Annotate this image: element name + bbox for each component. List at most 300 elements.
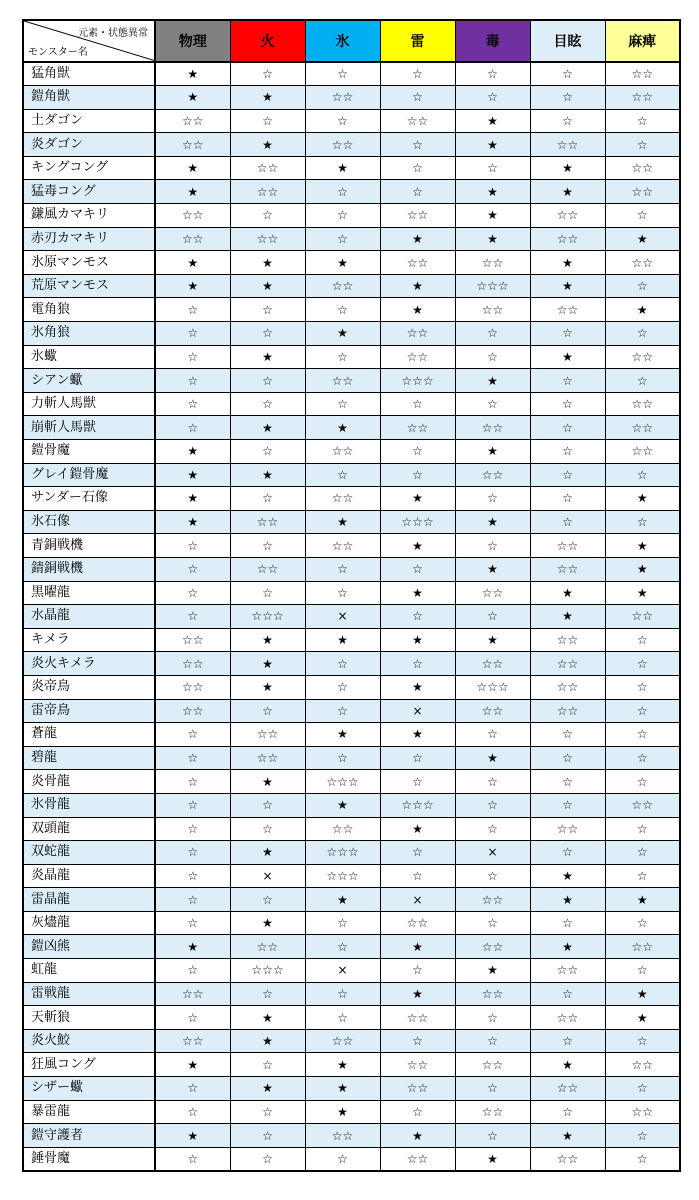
monster-name-cell: 鎌風カマキリ (23, 204, 155, 228)
rating-cell-poison: ☆ (455, 1077, 530, 1101)
monster-name-cell: 鎧骨魔 (23, 440, 155, 464)
rating-cell-physical: ☆☆ (155, 109, 230, 133)
rating-cell-thunder: × (380, 699, 455, 723)
monster-name-cell: 碧龍 (23, 746, 155, 770)
rating-cell-thunder: ☆ (380, 440, 455, 464)
rating-cell-thunder: ☆ (380, 864, 455, 888)
rating-cell-poison: ☆☆ (455, 416, 530, 440)
rating-cell-thunder: ☆ (380, 62, 455, 86)
rating-cell-ice: ★ (305, 1053, 380, 1077)
rating-cell-ice: ☆ (305, 982, 380, 1006)
rating-cell-paralysis: ☆ (605, 369, 680, 393)
monster-name-cell: 鎧守護者 (23, 1124, 155, 1148)
rating-cell-thunder: ☆☆☆ (380, 793, 455, 817)
rating-cell-ice: ☆☆☆ (305, 770, 380, 794)
rating-cell-dizziness: ☆ (530, 109, 605, 133)
rating-cell-physical: ☆ (155, 581, 230, 605)
rating-cell-thunder: ☆ (380, 605, 455, 629)
rating-cell-poison: ☆☆ (455, 298, 530, 322)
rating-cell-thunder: ★ (380, 675, 455, 699)
rating-cell-paralysis: ☆ (605, 911, 680, 935)
rating-cell-poison: ☆ (455, 1006, 530, 1030)
table-row (23, 133, 680, 157)
rating-cell-thunder: ★ (380, 628, 455, 652)
rating-cell-dizziness: ☆☆ (530, 675, 605, 699)
column-header-paralysis: 麻痺 (605, 20, 680, 62)
table-row (23, 62, 680, 86)
rating-cell-fire: ☆ (230, 322, 305, 346)
table-row (23, 605, 680, 629)
rating-cell-ice: ★ (305, 1077, 380, 1101)
rating-cell-ice: ☆☆ (305, 534, 380, 558)
monster-name-cell: 氷蠍 (23, 345, 155, 369)
rating-cell-poison: ☆ (455, 864, 530, 888)
rating-cell-poison: ★ (455, 204, 530, 228)
rating-cell-physical: ★ (155, 274, 230, 298)
rating-cell-poison: ★ (455, 510, 530, 534)
table-row (23, 888, 680, 912)
rating-cell-physical: ★ (155, 1124, 230, 1148)
rating-cell-poison: ☆☆ (455, 699, 530, 723)
rating-cell-thunder: ★ (380, 1124, 455, 1148)
rating-cell-fire: ★ (230, 345, 305, 369)
rating-cell-fire: ☆ (230, 817, 305, 841)
rating-cell-dizziness: ☆ (530, 1100, 605, 1124)
rating-cell-dizziness: ☆ (530, 911, 605, 935)
resistance-table-wrapper (22, 19, 681, 1172)
rating-cell-dizziness: ☆☆ (530, 534, 605, 558)
rating-cell-paralysis: ☆ (605, 770, 680, 794)
rating-cell-fire: ☆ (230, 1147, 305, 1171)
rating-cell-paralysis: ☆☆ (605, 156, 680, 180)
rating-cell-thunder: ☆ (380, 392, 455, 416)
column-header-thunder: 雷 (380, 20, 455, 62)
rating-cell-ice: ☆ (305, 557, 380, 581)
rating-cell-physical: ☆ (155, 723, 230, 747)
rating-cell-fire: ☆ (230, 392, 305, 416)
rating-cell-paralysis: ☆☆ (605, 416, 680, 440)
monster-name-cell: 青銅戦機 (23, 534, 155, 558)
rating-cell-poison: ★ (455, 227, 530, 251)
monster-name-cell: 猛角獣 (23, 62, 155, 86)
rating-cell-poison: ☆☆☆ (455, 274, 530, 298)
rating-cell-dizziness: ☆ (530, 86, 605, 110)
monster-name-cell: 炎帝鳥 (23, 675, 155, 699)
monster-name-cell: 双頭龍 (23, 817, 155, 841)
rating-cell-paralysis: ★ (605, 487, 680, 511)
rating-cell-ice: × (305, 605, 380, 629)
table-row (23, 298, 680, 322)
monster-name-cell: 水晶龍 (23, 605, 155, 629)
monster-name-cell: 土ダゴン (23, 109, 155, 133)
rating-cell-physical: ★ (155, 935, 230, 959)
rating-cell-ice: ★ (305, 1100, 380, 1124)
rating-cell-physical: ★ (155, 463, 230, 487)
rating-cell-poison: ☆ (455, 156, 530, 180)
monster-name-cell: グレイ鎧骨魔 (23, 463, 155, 487)
table-body (23, 62, 680, 1171)
rating-cell-fire: ☆ (230, 109, 305, 133)
rating-cell-thunder: ★ (380, 227, 455, 251)
rating-cell-physical: ★ (155, 180, 230, 204)
rating-cell-fire: ★ (230, 274, 305, 298)
rating-cell-dizziness: ☆ (530, 746, 605, 770)
table-row (23, 1053, 680, 1077)
table-row (23, 1100, 680, 1124)
table-row (23, 935, 680, 959)
rating-cell-paralysis: ☆ (605, 841, 680, 865)
monster-name-cell: 赤刃カマキリ (23, 227, 155, 251)
rating-cell-poison: ★ (455, 133, 530, 157)
rating-cell-poison: ☆ (455, 1029, 530, 1053)
monster-name-cell: サンダー石像 (23, 487, 155, 511)
rating-cell-thunder: ☆☆☆ (380, 369, 455, 393)
rating-cell-physical: ☆ (155, 345, 230, 369)
rating-cell-poison: ☆☆ (455, 935, 530, 959)
monster-name-cell: 雷帝鳥 (23, 699, 155, 723)
rating-cell-thunder: ☆ (380, 746, 455, 770)
monster-name-cell: 蒼龍 (23, 723, 155, 747)
monster-name-cell: 灰燼龍 (23, 911, 155, 935)
rating-cell-dizziness: ☆☆ (530, 817, 605, 841)
rating-cell-fire: ★ (230, 652, 305, 676)
rating-cell-fire: ★ (230, 1077, 305, 1101)
rating-cell-thunder: ☆☆ (380, 345, 455, 369)
rating-cell-ice: ☆☆ (305, 1124, 380, 1148)
rating-cell-physical: ☆ (155, 416, 230, 440)
rating-cell-paralysis: ☆ (605, 133, 680, 157)
rating-cell-fire: ☆ (230, 440, 305, 464)
rating-cell-ice: ★ (305, 723, 380, 747)
rating-cell-dizziness: ☆☆ (530, 699, 605, 723)
rating-cell-ice: ☆ (305, 204, 380, 228)
rating-cell-poison: ☆ (455, 345, 530, 369)
monster-name-cell: 双蛇龍 (23, 841, 155, 865)
table-row (23, 227, 680, 251)
rating-cell-dizziness: ★ (530, 605, 605, 629)
rating-cell-thunder: ☆☆ (380, 1077, 455, 1101)
rating-cell-poison: ☆ (455, 793, 530, 817)
rating-cell-fire: ★ (230, 463, 305, 487)
rating-cell-physical: ★ (155, 62, 230, 86)
rating-cell-ice: ☆ (305, 746, 380, 770)
rating-cell-paralysis: ☆ (605, 274, 680, 298)
rating-cell-thunder: ☆☆ (380, 251, 455, 275)
table-row (23, 911, 680, 935)
rating-cell-physical: ☆ (155, 298, 230, 322)
rating-cell-paralysis: ☆ (605, 746, 680, 770)
rating-cell-poison: × (455, 841, 530, 865)
monster-name-cell: 炎骨龍 (23, 770, 155, 794)
monster-name-cell: 荒原マンモス (23, 274, 155, 298)
rating-cell-poison: ★ (455, 440, 530, 464)
rating-cell-physical: ★ (155, 487, 230, 511)
rating-cell-poison: ☆☆ (455, 1053, 530, 1077)
rating-cell-poison: ☆ (455, 723, 530, 747)
rating-cell-fire: ☆☆☆ (230, 605, 305, 629)
rating-cell-dizziness: ☆ (530, 392, 605, 416)
rating-cell-dizziness: ☆ (530, 510, 605, 534)
table-row (23, 652, 680, 676)
table-row (23, 156, 680, 180)
rating-cell-dizziness: ★ (530, 581, 605, 605)
table-row (23, 251, 680, 275)
rating-cell-paralysis: ☆☆ (605, 605, 680, 629)
rating-cell-ice: ☆ (305, 911, 380, 935)
monster-name-cell: 氷原マンモス (23, 251, 155, 275)
rating-cell-thunder: ★ (380, 935, 455, 959)
rating-cell-thunder: ☆☆ (380, 1053, 455, 1077)
table-row (23, 675, 680, 699)
rating-cell-fire: ☆ (230, 1124, 305, 1148)
rating-cell-dizziness: ☆ (530, 463, 605, 487)
rating-cell-fire: ☆☆ (230, 510, 305, 534)
rating-cell-fire: ☆☆ (230, 746, 305, 770)
rating-cell-dizziness: ☆ (530, 487, 605, 511)
rating-cell-dizziness: ☆ (530, 982, 605, 1006)
rating-cell-fire: ★ (230, 770, 305, 794)
table-row (23, 1147, 680, 1171)
rating-cell-paralysis: ☆ (605, 463, 680, 487)
rating-cell-ice: ★ (305, 156, 380, 180)
rating-cell-paralysis: ☆ (605, 204, 680, 228)
table-row (23, 204, 680, 228)
rating-cell-ice: ★ (305, 322, 380, 346)
rating-cell-fire: ★ (230, 133, 305, 157)
monster-name-cell: 氷石像 (23, 510, 155, 534)
rating-cell-poison: ☆☆ (455, 1100, 530, 1124)
rating-cell-poison: ★ (455, 959, 530, 983)
corner-monster-name-label: モンスター名 (28, 47, 88, 58)
rating-cell-ice: ☆☆ (305, 487, 380, 511)
rating-cell-thunder: ☆ (380, 770, 455, 794)
monster-name-cell: 雷晶龍 (23, 888, 155, 912)
rating-cell-physical: ☆ (155, 911, 230, 935)
rating-cell-ice: ☆ (305, 652, 380, 676)
rating-cell-ice: ★ (305, 251, 380, 275)
rating-cell-poison: ★ (455, 1147, 530, 1171)
rating-cell-physical: ☆☆ (155, 133, 230, 157)
rating-cell-fire: ☆☆☆ (230, 959, 305, 983)
rating-cell-poison: ☆ (455, 770, 530, 794)
rating-cell-fire: ☆☆ (230, 227, 305, 251)
rating-cell-physical: ☆ (155, 1077, 230, 1101)
monster-name-cell: キングコング (23, 156, 155, 180)
rating-cell-thunder: ☆☆ (380, 204, 455, 228)
rating-cell-ice: ★ (305, 510, 380, 534)
rating-cell-dizziness: ☆ (530, 440, 605, 464)
rating-cell-physical: ★ (155, 156, 230, 180)
rating-cell-paralysis: ☆☆ (605, 793, 680, 817)
rating-cell-thunder: ☆☆ (380, 1147, 455, 1171)
rating-cell-thunder: ☆ (380, 463, 455, 487)
monster-name-cell: シザー蠍 (23, 1077, 155, 1101)
rating-cell-dizziness: ★ (530, 251, 605, 275)
rating-cell-paralysis: ☆☆ (605, 935, 680, 959)
column-header-fire: 火 (230, 20, 305, 62)
rating-cell-physical: ☆ (155, 392, 230, 416)
rating-cell-thunder: ☆ (380, 86, 455, 110)
rating-cell-fire: ☆ (230, 699, 305, 723)
rating-cell-ice: ☆ (305, 1006, 380, 1030)
rating-cell-dizziness: ☆☆ (530, 298, 605, 322)
rating-cell-physical: ☆ (155, 817, 230, 841)
rating-cell-ice: ☆ (305, 1147, 380, 1171)
rating-cell-fire: ☆ (230, 581, 305, 605)
rating-cell-fire: ★ (230, 1006, 305, 1030)
rating-cell-thunder: ★ (380, 817, 455, 841)
rating-cell-thunder: ☆ (380, 1029, 455, 1053)
monster-name-cell: 黒曜龍 (23, 581, 155, 605)
monster-name-cell: 天斬狼 (23, 1006, 155, 1030)
rating-cell-thunder: ★ (380, 581, 455, 605)
rating-cell-thunder: ☆ (380, 1100, 455, 1124)
rating-cell-dizziness: ★ (530, 935, 605, 959)
table-row (23, 86, 680, 110)
table-row (23, 345, 680, 369)
rating-cell-fire: ☆☆ (230, 935, 305, 959)
rating-cell-thunder: ☆ (380, 652, 455, 676)
rating-cell-thunder: ☆ (380, 841, 455, 865)
rating-cell-physical: ☆ (155, 959, 230, 983)
rating-cell-physical: ★ (155, 251, 230, 275)
rating-cell-paralysis: ☆☆ (605, 1100, 680, 1124)
rating-cell-thunder: × (380, 888, 455, 912)
rating-cell-physical: ☆ (155, 793, 230, 817)
rating-cell-paralysis: ☆☆ (605, 180, 680, 204)
column-header-dizziness: 目眩 (530, 20, 605, 62)
rating-cell-physical: ☆ (155, 841, 230, 865)
rating-cell-poison: ☆ (455, 817, 530, 841)
rating-cell-ice: ★ (305, 888, 380, 912)
rating-cell-dizziness: ☆☆ (530, 1147, 605, 1171)
rating-cell-dizziness: ☆☆ (530, 959, 605, 983)
rating-cell-poison: ★ (455, 369, 530, 393)
rating-cell-fire: ☆ (230, 487, 305, 511)
rating-cell-physical: ☆ (155, 1006, 230, 1030)
monster-name-cell: 氷角狼 (23, 322, 155, 346)
rating-cell-ice: ☆ (305, 392, 380, 416)
rating-cell-dizziness: ☆ (530, 1029, 605, 1053)
rating-cell-dizziness: ☆☆ (530, 1077, 605, 1101)
rating-cell-paralysis: ☆ (605, 1029, 680, 1053)
rating-cell-ice: ☆☆ (305, 86, 380, 110)
rating-cell-fire: ☆ (230, 369, 305, 393)
table-row (23, 510, 680, 534)
rating-cell-poison: ☆ (455, 487, 530, 511)
rating-cell-fire: ★ (230, 628, 305, 652)
rating-cell-thunder: ☆☆ (380, 1006, 455, 1030)
rating-cell-dizziness: ★ (530, 1053, 605, 1077)
rating-cell-physical: ☆ (155, 888, 230, 912)
rating-cell-paralysis: ☆ (605, 1077, 680, 1101)
rating-cell-physical: ☆ (155, 770, 230, 794)
table-row (23, 770, 680, 794)
rating-cell-paralysis: ☆☆ (605, 86, 680, 110)
rating-cell-paralysis: ★ (605, 227, 680, 251)
rating-cell-physical: ★ (155, 440, 230, 464)
rating-cell-thunder: ☆☆ (380, 911, 455, 935)
rating-cell-ice: ☆☆ (305, 133, 380, 157)
rating-cell-paralysis: ☆☆ (605, 440, 680, 464)
rating-cell-paralysis: ☆ (605, 628, 680, 652)
table-row (23, 1124, 680, 1148)
rating-cell-poison: ☆☆ (455, 888, 530, 912)
rating-cell-paralysis: ★ (605, 557, 680, 581)
rating-cell-physical: ☆☆ (155, 1029, 230, 1053)
rating-cell-physical: ☆ (155, 605, 230, 629)
rating-cell-fire: ★ (230, 416, 305, 440)
rating-cell-fire: ★ (230, 841, 305, 865)
rating-cell-fire: ★ (230, 251, 305, 275)
column-header-poison: 毒 (455, 20, 530, 62)
rating-cell-dizziness: ☆☆ (530, 204, 605, 228)
rating-cell-ice: ☆ (305, 109, 380, 133)
rating-cell-poison: ★ (455, 628, 530, 652)
rating-cell-paralysis: ☆☆ (605, 345, 680, 369)
rating-cell-ice: ☆ (305, 935, 380, 959)
rating-cell-thunder: ★ (380, 534, 455, 558)
table-row (23, 109, 680, 133)
monster-name-cell: 錘骨魔 (23, 1147, 155, 1171)
rating-cell-paralysis: ☆ (605, 723, 680, 747)
rating-cell-poison: ★ (455, 180, 530, 204)
rating-cell-ice: ☆ (305, 345, 380, 369)
rating-cell-dizziness: ★ (530, 864, 605, 888)
rating-cell-paralysis: ☆ (605, 864, 680, 888)
rating-cell-poison: ★ (455, 746, 530, 770)
rating-cell-fire: ★ (230, 86, 305, 110)
rating-cell-ice: ☆ (305, 463, 380, 487)
rating-cell-physical: ☆☆ (155, 675, 230, 699)
rating-cell-ice: ☆☆ (305, 440, 380, 464)
rating-cell-poison: ☆☆ (455, 652, 530, 676)
rating-cell-thunder: ★ (380, 982, 455, 1006)
rating-cell-physical: ☆☆ (155, 227, 230, 251)
monster-name-cell: 炎火キメラ (23, 652, 155, 676)
rating-cell-fire: ★ (230, 911, 305, 935)
table-row (23, 841, 680, 865)
rating-cell-ice: ☆ (305, 180, 380, 204)
rating-cell-thunder: ★ (380, 274, 455, 298)
rating-cell-fire: ☆ (230, 534, 305, 558)
rating-cell-fire: ☆☆ (230, 180, 305, 204)
rating-cell-poison: ☆ (455, 322, 530, 346)
rating-cell-physical: ☆ (155, 534, 230, 558)
monster-name-cell: 錆銅戦機 (23, 557, 155, 581)
table-row (23, 959, 680, 983)
rating-cell-dizziness: ★ (530, 274, 605, 298)
rating-cell-thunder: ☆ (380, 959, 455, 983)
rating-cell-ice: ★ (305, 416, 380, 440)
table-row (23, 274, 680, 298)
table-row (23, 534, 680, 558)
rating-cell-fire: ☆ (230, 888, 305, 912)
rating-cell-thunder: ☆ (380, 156, 455, 180)
rating-cell-poison: ☆ (455, 62, 530, 86)
rating-cell-physical: ★ (155, 86, 230, 110)
rating-cell-dizziness: ★ (530, 156, 605, 180)
table-row (23, 557, 680, 581)
rating-cell-poison: ☆ (455, 605, 530, 629)
rating-cell-ice: ★ (305, 793, 380, 817)
resistance-table (22, 19, 681, 1172)
table-row (23, 1077, 680, 1101)
rating-cell-physical: ☆ (155, 1147, 230, 1171)
rating-cell-paralysis: ☆ (605, 817, 680, 841)
rating-cell-fire: ★ (230, 1029, 305, 1053)
rating-cell-fire: × (230, 864, 305, 888)
